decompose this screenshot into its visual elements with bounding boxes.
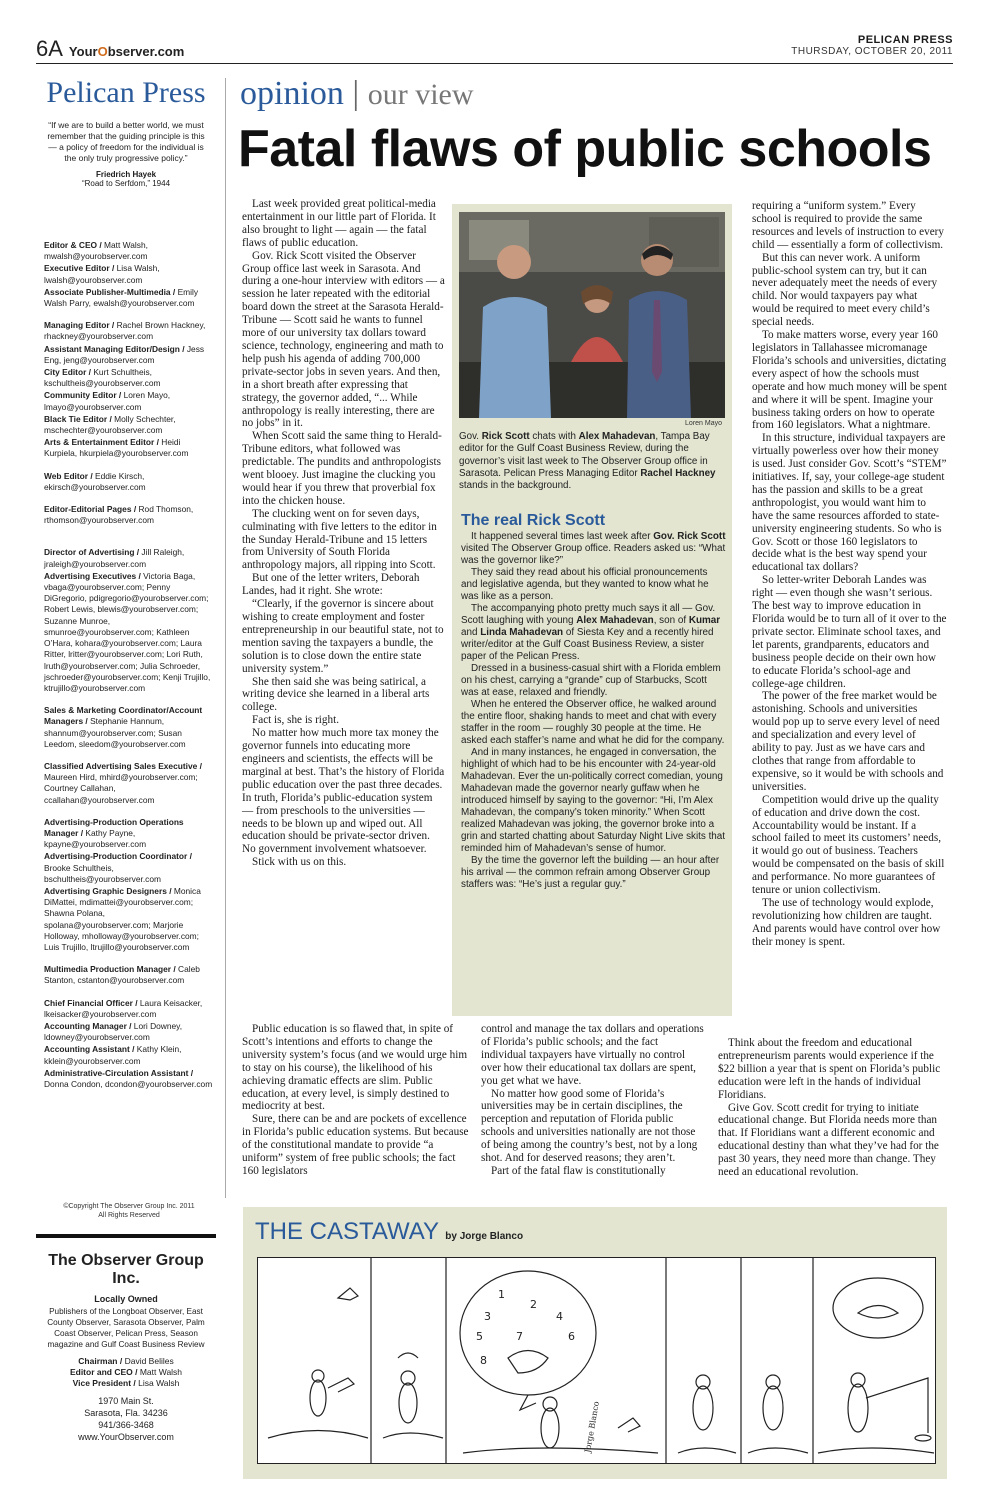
- sidebar-story-body: It happened several times last week after Gov. Rick Scott visited The Observer Group office. Readers asked us: “What was the governor like?” They said they read about his official pronouncements and legislative agenda, but they wanted to know what he was like as a person. The accompanying photo pretty much says it all — Gov. Scott laughing with young Alex Mahadevan, son of Kumar and Linda Mahadevan of Siesta Key and a recently hired writer/editor at the Gulf Coast Business Review, a sister paper of the Pelican Press. Dressed in a business-casual shirt with a Florida emblem on his chest, carrying a “grande” cup of Starbucks, Scott was at ease, relaxed and friendly. When he entered the Observer office, he walked around the entire floor, shaking hands to meet and chat with every staffer in the room — roughly 30 people at the time. He asked each staffer’s name and what he did for the company. And in many instances, he engaged in conversation, the highlight of which had to be his encounter with 24-year-old Mahadevan. Ever the un-politically correct comedian, young Mahadevan made the governor nearly guffaw when he introduced himself by saying to the governor: “Hi, I’m Alex Mahadevan, the company’s token minority.” When Scott realized Mahadevan was joking, the governor broke into a grin and started chatting about Saturday Night Live skits that reminded him of Mahadevan’s sense of humor. By the time the governor left the building — an hour after his arrival — the common refrain among Observer Group staffers was: “He’s just a regular guy.”: [461, 531, 726, 890]
- header-rule: [36, 63, 953, 64]
- article-paragraph: “Clearly, if the governor is sincere about wishing to create employment and foster entrepreneurship in our beautiful state, not to mention saving the taxpayers a bundle, the solution is to close down the entire state university system.”: [242, 598, 444, 675]
- article-column-2-bottom: [481, 1023, 706, 1178]
- article-paragraph: Stick with us on this.: [252, 856, 347, 869]
- article-paragraph: In this structure, individual taxpayers are virtually powerless over how their money is used. Just consider Gov. Scott’s “STEM” initiatives. If, say, your college-age student has the passion and skills to be a great anthropologist, you would want him to have the same resources afforded to state-university engineering students. So who is Gov. Scott or those 160 legislators to decide what is the best way spend your educational tax dollars?: [752, 432, 947, 574]
- issue-date: THURSDAY, OCTOBER 20, 2011: [791, 46, 953, 57]
- staff-entry: Accounting Assistant / Kathy Klein, kklein@yourobserver.com: [44, 1044, 182, 1066]
- site-logo[interactable]: YourObserver.com: [68, 44, 185, 59]
- cartoon-step-3: 3: [484, 1310, 491, 1323]
- staff-gap: [44, 695, 214, 705]
- cartoon-step-5: 5: [476, 1330, 483, 1343]
- staff-entry: Managing Editor / Rachel Brown Hackney, rhackney@yourobserver.com: [44, 320, 206, 342]
- staff-entry: City Editor / Kurt Schultheis, kschultheis@yourobserver.com: [44, 367, 161, 389]
- photo-illustration: [459, 212, 725, 418]
- section-heading: opinion | our view: [240, 75, 474, 112]
- staff-entry: Advertising Graphic Designers / Monica DiMattei, mdimattei@yourobserver.com; Shawna Polana, spolana@yourobserver.com; Marjorie Holloway, mholloway@yourobserver.com; Luis Trujillo, ltrujillo@yourobserver.com: [44, 885, 201, 952]
- company-name: The Observer Group Inc.: [48, 1252, 204, 1287]
- article-paragraph: Public education is so flawed that, in spite of Scott’s intentions and efforts to change the university system’s focus (and we would urge him to stay on his course), the likelihood of his achieving dramatic effects are slim. Public education, at every level, is simply destined to mediocrity at best.: [242, 1023, 468, 1113]
- cartoon-step-8: 8: [480, 1354, 487, 1367]
- locally-owned: Locally Owned: [94, 1294, 158, 1304]
- staff-gap: [44, 461, 214, 471]
- staff-gap: [44, 751, 214, 761]
- cartoon-step-4: 4: [556, 1310, 563, 1323]
- article-paragraph: Part of the fatal flaw is constitutionally: [491, 1164, 666, 1177]
- staff-entry: Black Tie Editor / Molly Schechter, mschechter@yourobserver.com: [44, 413, 176, 436]
- staff-entry: Advertising-Production Operations Manager / Kathy Payne, kpayne@yourobserver.com: [44, 816, 184, 850]
- publication-name: PELICAN PRESS: [857, 34, 953, 46]
- article-paragraph: The clucking went on for seven days, culminating with five letters to the editor in the Sunday Herald-Tribune and 15 letters from University of South Florida anthropology majors, all ripping into Scott.: [242, 507, 437, 572]
- article-column-1-bottom: [242, 1023, 469, 1178]
- staff-entry: Community Editor / Loren Mayo, lmayo@yourobserver.com: [44, 390, 171, 412]
- page-header-right: [791, 34, 953, 57]
- article-column-3-bottom: [718, 1037, 948, 1179]
- article-paragraph: No matter how good some of Florida’s universities may be in certain disciplines, the perception and reputation of Florida public schools and universities nationally are not those of being among the country’s best, not by a long shot. And for deserved reasons; they aren’t.: [481, 1087, 698, 1165]
- article-paragraph: When Scott said the same thing to Herald-Tribune editors, what followed was predictable. The pundits and anthropologists went blooey. Just imagine the clucking you would hear if you threw that proverbial fox into the chicken house.: [242, 430, 442, 507]
- article-paragraph: So letter-writer Deborah Landes was right — even though she wasn’t serious. The best way to improve education in Florida would be to turn all of it over to the private sector. Eliminate school taxes, and let parents, grandparents, educators and business people decide on their own how to educate Florida’s school-age and college-age children.: [752, 574, 947, 690]
- staff-gap: [44, 537, 214, 547]
- staff-entry: Administrative-Circulation Assistant / Donna Condon, dcondon@yourobserver.com: [44, 1067, 213, 1089]
- staff-entry: Advertising-Production Coordinator / Brooke Schultheis, bschultheis@yourobserver.com: [44, 851, 192, 884]
- staff-gap: [44, 310, 214, 320]
- article-paragraph: Fact is, she is right.: [252, 714, 340, 727]
- page-number: 6A: [36, 36, 63, 61]
- article-paragraph: control and manage the tax dollars and operations of Florida’s public schools; and the fact individual taxpayers have virtually no control over how their educational tax dollars are spent, you get what we have.: [481, 1023, 704, 1087]
- staff-entry: Arts & Entertainment Editor / Heidi Kurpiela, hkurpiela@yourobserver.com: [44, 437, 189, 459]
- staff-gap: [44, 954, 214, 964]
- article-column-1: [242, 198, 446, 869]
- quote-author: Friedrich Hayek: [95, 170, 157, 179]
- staff-entry: Accounting Manager / Lori Downey, ldowney@yourobserver.com: [44, 1020, 183, 1043]
- article-paragraph: The power of the free market would be astonishing. Schools and universities would pop up to serve every level of need and specialization and every level of ability to pay. Just as we have cars and clothes that range from affordable to expensive, so it would be with schools and universities.: [752, 690, 944, 793]
- article-paragraph: requiring a “uniform system.” Every school is required to provide the same resources and levels of instruction to every child — essentially a form of collectivism.: [752, 200, 944, 251]
- article-photo: [459, 212, 725, 418]
- company-address: 1970 Main St. Sarasota, Fla. 34236 941/366-3468 www.YourObserver.com: [36, 1395, 216, 1443]
- article-paragraph: But one of the letter writers, Deborah Landes, had it right. She wrote:: [242, 572, 420, 598]
- staff-directory: [44, 240, 214, 1091]
- article-column-3: [752, 200, 947, 949]
- article-paragraph: Gov. Rick Scott visited the Observer Group office last week in Sarasota. And during a one-hour interview with editors — a session he later repeated with the editorial board down the street at the Sarasota Herald-Tribune — Scott said he wants to funnel more of our university tax dollars toward science, technology, engineering and math to help push his agenda of adding 700,000 private-sector jobs in seven years. And then, in a short breath after expressing that strategy, the governor added, “... While anthropology is really interesting, there are no jobs” in it.: [242, 249, 445, 430]
- cartoon-drawing: [258, 1258, 935, 1463]
- staff-entry: Associate Publisher-Multimedia / Emily Walsh Parry, ewalsh@yourobserver.com: [44, 286, 199, 309]
- photo-credit: Loren Mayo: [685, 420, 722, 427]
- cartoon-step-7: 7: [516, 1330, 523, 1343]
- article-paragraph: No matter how much more tax money the governor funnels into educating more engineers and scientists, the effects will be marginal at best. That’s the history of Florida public education over the past three decades. In truth, Florida’s public-education system — from preschools to the universities — needs to be blown up and wiped out. All education should be private-sector driven. No government involvement whatsoever.: [242, 727, 445, 856]
- article-paragraph: She then said she was being satirical, a writing device she learned in a liberal arts college.: [242, 675, 430, 714]
- cartoon-byline: by Jorge Blanco: [445, 1231, 524, 1242]
- cartoon-step-1: 1: [498, 1288, 505, 1301]
- article-paragraph: But this can never work. A uniform public-school system can try, but it can never adequately meet the needs of every child. Nor would taxpayers pay what would be required to meet every child’s special needs.: [752, 251, 938, 329]
- staff-gap: [44, 807, 214, 817]
- article-headline: Fatal flaws of public schools: [238, 120, 932, 178]
- company-box: [36, 1234, 216, 1443]
- column-divider: [225, 78, 226, 1198]
- staff-entry: Advertising Executives / Victoria Baga, vbaga@yourobserver.com; Penny DiGregorio, pdigregorio@yourobserver.com; Robert Lewis, blewis@yourobserver.com; Suzanne Munroe, smunroe@yourobserver.com; Kathleen O’Hara, kohara@yourobserver.com; Laura Ritter, lritter@yourobserver.com; Lori Ruth, lruth@yourobserver.com; Julia Schroeder, jschroeder@yourobserver.com; Kenji Trujillo, ktrujillo@yourobserver.com: [44, 570, 211, 693]
- staff-entry: Editor-Editorial Pages / Rod Thomson, rthomson@yourobserver.com: [44, 504, 194, 526]
- staff-entry: Multimedia Production Manager / Caleb Stanton, cstanton@yourobserver.com: [44, 964, 200, 986]
- company-officers: Chairman / David Beliles Editor and CEO / Matt Walsh Vice President / Lisa Walsh: [69, 1356, 183, 1388]
- staff-entry: Director of Advertising / Jill Raleigh, jraleigh@yourobserver.com: [44, 547, 185, 569]
- masthead-title: Pelican Press: [46, 76, 206, 109]
- copyright: ©Copyright The Observer Group Inc. 2011 All Rights Reserved: [63, 1203, 195, 1219]
- article-paragraph: Think about the freedom and educational entrepreneurism parents would experience if the $22 billion a year that is spent on Florida’s public education were left in the hands of individual Floridians.: [718, 1037, 941, 1101]
- article-paragraph: Sure, there can be and are pockets of excellence in Florida’s public education systems. But because of the constitutional mandate to provide “a uniform” system of free public schools; the fact 160 legislators: [242, 1113, 469, 1177]
- staff-gap: [44, 527, 214, 537]
- article-paragraph: Give Gov. Scott credit for trying to initiate educational change. But Florida needs more than that. If Floridians want a different economic and educational destiny than what they’ve had for the past 30 years, they need more than change. They need an educational revolution.: [718, 1101, 939, 1179]
- staff-entry: Sales & Marketing Coordinator/Account Managers / Stephanie Hannum, shannum@yourobserver.com; Susan Leedom, sleedom@yourobserver.com: [44, 705, 203, 749]
- masthead-sidebar: [36, 76, 216, 188]
- staff-entry: Editor & CEO / Matt Walsh, mwalsh@yourobserver.com: [44, 240, 148, 262]
- staff-entry: Executive Editor / Lisa Walsh, lwalsh@yourobserver.com: [44, 263, 160, 285]
- article-paragraph: To make matters worse, every year 160 legislators in Tallahassee micromanage Florida’s schools and universities, dictating every aspect of how the schools must operate and how much money will be spent and where it will be spent. Imagine your business taking orders on how to operate from 160 legislators. What a nightmare.: [752, 329, 947, 432]
- article-paragraph: Competition would drive up the quality of education and drive down the cost. Accountability would be instant. If a school failed to meet its customers’ needs, it would go out of business. Teachers would be compensated on the basis of skill and performance. No more guarantees of tenure or union collectivism.: [752, 793, 945, 897]
- masthead-quote: “If we are to build a better world, we must remember that the guiding principle is this — a policy of freedom for the individual is the only truly progressive policy.”: [47, 120, 205, 163]
- article-paragraph: Last week provided great political-media entertainment in our little part of Florida. It also brought to light — again — the fatal flaws of public education.: [242, 198, 436, 249]
- staff-entry: Classified Advertising Sales Executive / Maureen Hird, mhird@yourobserver.com; Courtney Callahan, ccallahan@yourobserver.com: [44, 760, 202, 805]
- staff-entry: Web Editor / Eddie Kirsch, ekirsch@yourobserver.com: [44, 470, 146, 492]
- cartoon-step-2: 2: [530, 1298, 537, 1311]
- sidebar-story-title: The real Rick Scott: [461, 512, 606, 529]
- page-header-left: [36, 36, 184, 62]
- cartoon-title: THE CASTAWAY by Jorge Blanco: [255, 1218, 524, 1245]
- company-website-link[interactable]: www.YourObserver.com: [78, 1432, 174, 1442]
- staff-entry: Chief Financial Officer / Laura Keisacker, lkeisacker@yourobserver.com: [44, 997, 203, 1019]
- staff-gap: [44, 494, 214, 504]
- staff-entry: Assistant Managing Editor/Design / Jess Eng, jeng@yourobserver.com: [44, 343, 205, 365]
- cartoon-signature: Jorge Blanco: [583, 1400, 601, 1454]
- article-paragraph: The use of technology would explode, revolutionizing how children are taught. And parents would have control over how their money is spent.: [752, 896, 941, 948]
- staff-gap: [44, 988, 214, 998]
- cartoon-strip: [257, 1257, 936, 1464]
- quote-source: “Road to Serfdom,” 1944: [81, 179, 171, 188]
- photo-caption: Gov. Rick Scott chats with Alex Mahadevan, Tampa Bay editor for the Gulf Coast Business Review, during the governor’s visit last week to The Observer Group office in Sarasota. Pelican Press Managing Editor Rachel Hackney stands in the background.: [459, 431, 716, 492]
- company-publications: Publishers of the Longboat Observer, East County Observer, Sarasota Observer, Palm Coast Observer, Pelican Press, Season magazine and Gulf Coast Business Review: [47, 1307, 205, 1349]
- cartoon-step-6: 6: [568, 1330, 575, 1343]
